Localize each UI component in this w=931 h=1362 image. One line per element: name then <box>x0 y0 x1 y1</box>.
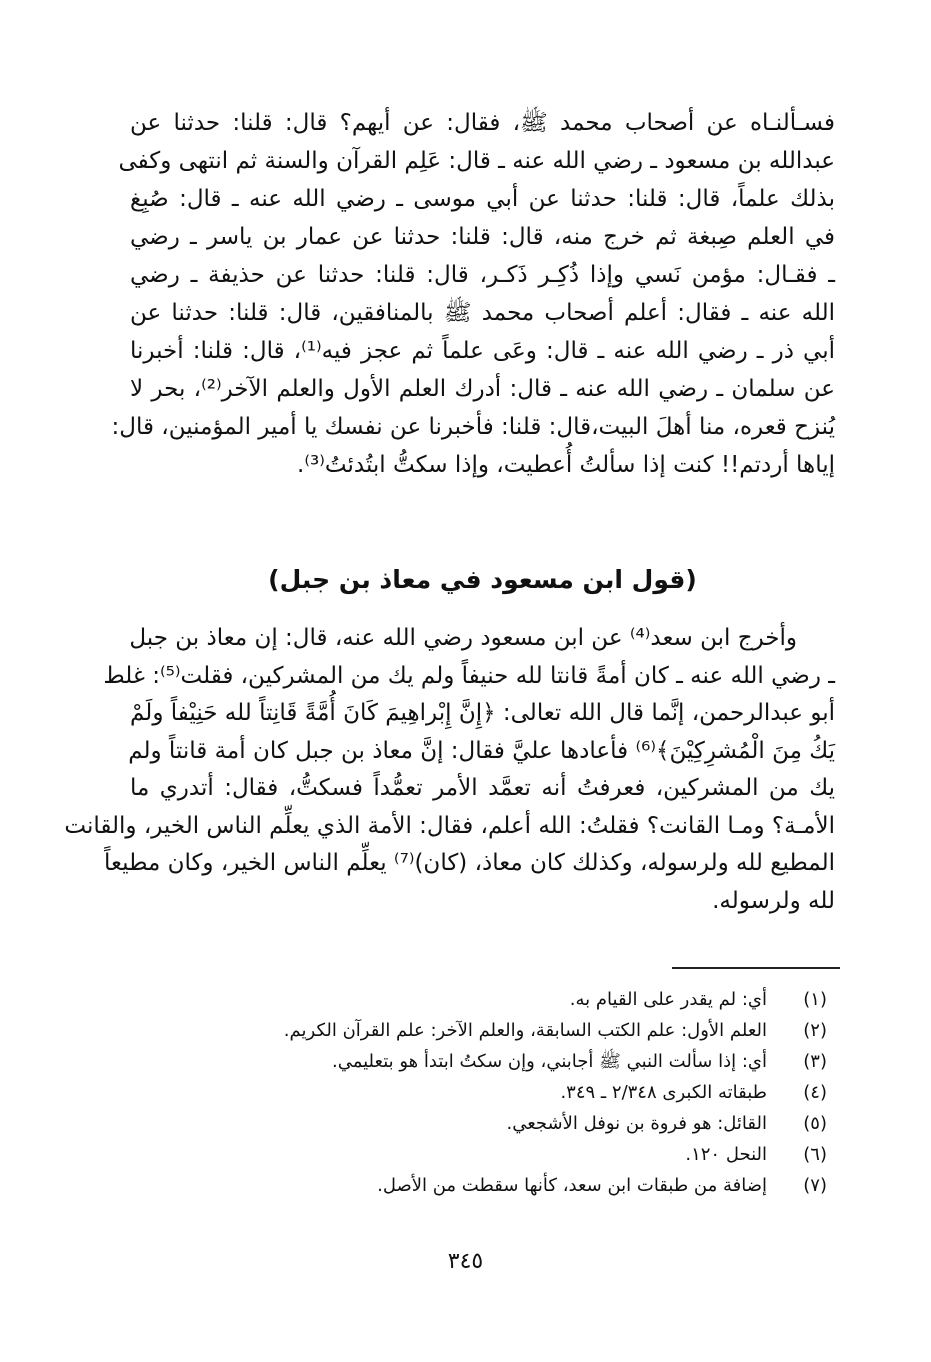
text-line: وأخرج ابن سعد⁽⁴⁾ عن ابن مسعود رضي الله عنه، قال: إن معاذ بن جبل <box>129 625 797 651</box>
footnote-item <box>130 1046 835 1077</box>
text-line: بذلك علماً، قال: قلنا: حدثنا عن أبي موسى ـ رضي الله عنه ـ قال: صُبِغ <box>130 186 835 212</box>
text-line: يُنزح قعره، منا أهلَ البيت،قال: قلنا: فأخبرنا عن نفسك يا أمير المؤمنين، قال: <box>111 414 835 440</box>
text-line: الأمـة؟ ومـا القانت؟ فقلتُ: الله أعلم، فقال: الأمة الذي يعلِّم الناس الخير، والقانت <box>64 812 835 839</box>
text-line: في العلم صِبغة ثم خرج منه، قال: قلنا: حدثنا عن عمار بن ياسر ـ رضي <box>130 224 835 250</box>
text-line: عبدالله بن مسعود ـ رضي الله عنه ـ قال: عَلِم القرآن والسنة ثم انتهى وكفى <box>118 148 835 174</box>
footnote-number: (١) <box>803 989 827 1010</box>
footnote-text: القائل: هو فروة بن نوفل الأشجعي. <box>506 1113 767 1134</box>
footnote-number: (٦) <box>803 1144 827 1165</box>
footnotes <box>130 984 835 1201</box>
footnote-text: العلم الأول: علم الكتب السابقة، والعلم الآخر: علم القرآن الكريم. <box>283 1020 767 1041</box>
footnote-item <box>130 1015 835 1046</box>
footnote-item <box>130 984 835 1015</box>
text-line: يَكُ مِنَ الْمُشرِكِيْنَ﴾⁽⁶⁾ فأعادها عليَّ فقال: إنَّ معاذ بن جبل كان أمة قانتاً ولم <box>128 737 835 764</box>
paragraph-1 <box>111 104 836 484</box>
footnote-text: أي: لم يقدر على القيام به. <box>569 989 767 1010</box>
footnote-text: النحل ١٢٠. <box>685 1144 767 1165</box>
footnote-number: (٥) <box>803 1113 827 1134</box>
text-line: عن سلمان ـ رضي الله عنه ـ قال: أدرك العلم الأول والعلم الآخر⁽²⁾، بحر لا <box>130 376 836 402</box>
text-line: يك من المشركين، فعرفتُ أنه تعمَّد الأمر تعمُّداً فسكتُّ، فقال: أتدري ما <box>130 775 835 801</box>
footnote-separator <box>672 967 840 969</box>
text-line: ـ رضي الله عنه ـ كان أمةً قانتا لله حنيفاً ولم يك من المشركين، فقلت⁽⁵⁾: غلط <box>103 662 835 689</box>
text-line: أبو عبدالرحمن، إنَّما قال الله تعالى: ﴿إِنَّ إِبْراهِيمَ كَانَ أُمَّةً قَانِتاً لله حَنِيْفاً ولَمْ <box>130 700 835 726</box>
footnote-number: (٣) <box>803 1051 827 1072</box>
text-line: إياها أردتم!! كنت إذا سألتُ أُعطيت، وإذا سكتُّ ابتُدئتُ⁽³⁾. <box>297 452 835 478</box>
section-heading: (قول ابن مسعود في معاذ بن جبل) <box>268 565 697 594</box>
page-number: ٣٤٥ <box>447 1249 484 1274</box>
footnote-number: (٤) <box>803 1082 827 1103</box>
text-line: الله عنه ـ فقال: أعلم أصحاب محمد ﷺ بالمنافقين، قال: قلنا: حدثنا عن <box>130 300 835 326</box>
footnote-item <box>130 1108 835 1139</box>
text-line: المطيع لله ولرسوله، وكذلك كان معاذ، (كان)⁽⁷⁾ يعلِّم الناس الخير، وكان مطيعاً <box>104 850 835 876</box>
footnote-number: (٧) <box>803 1175 827 1196</box>
footnote-number: (٢) <box>803 1020 827 1041</box>
footnote-item <box>130 1170 835 1201</box>
footnote-text: إضافة من طبقات ابن سعد، كأنها سقطت من الأصل. <box>377 1175 767 1196</box>
text-line: فسـألنـاه عن أصحاب محمد ﷺ، فقال: عن أيهم؟ قال: قلنا: حدثنا عن <box>130 110 835 136</box>
text-line: أبي ذر ـ رضي الله عنه ـ قال: وعَى علماً ثم عجز فيه⁽¹⁾، قال: قلنا: أخبرنا <box>130 338 836 364</box>
text-line: لله ولرسوله. <box>712 887 835 914</box>
footnote-item <box>130 1077 835 1108</box>
text-line: ـ فقـال: مؤمن نَسي وإذا ذُكِـر ذَكـر، قال: قلنا: حدثنا عن حذيفة ـ رضي <box>130 262 835 288</box>
footnote-text: أي: إذا سألت النبي ﷺ أجابني، وإن سكتُ ابتدأ هو بتعليمي. <box>331 1051 767 1072</box>
footnote-item <box>130 1139 835 1170</box>
paragraph-2 <box>64 620 835 920</box>
footnote-text: طبقاته الكبرى ٢/٣٤٨ ـ ٣٤٩. <box>560 1082 767 1103</box>
